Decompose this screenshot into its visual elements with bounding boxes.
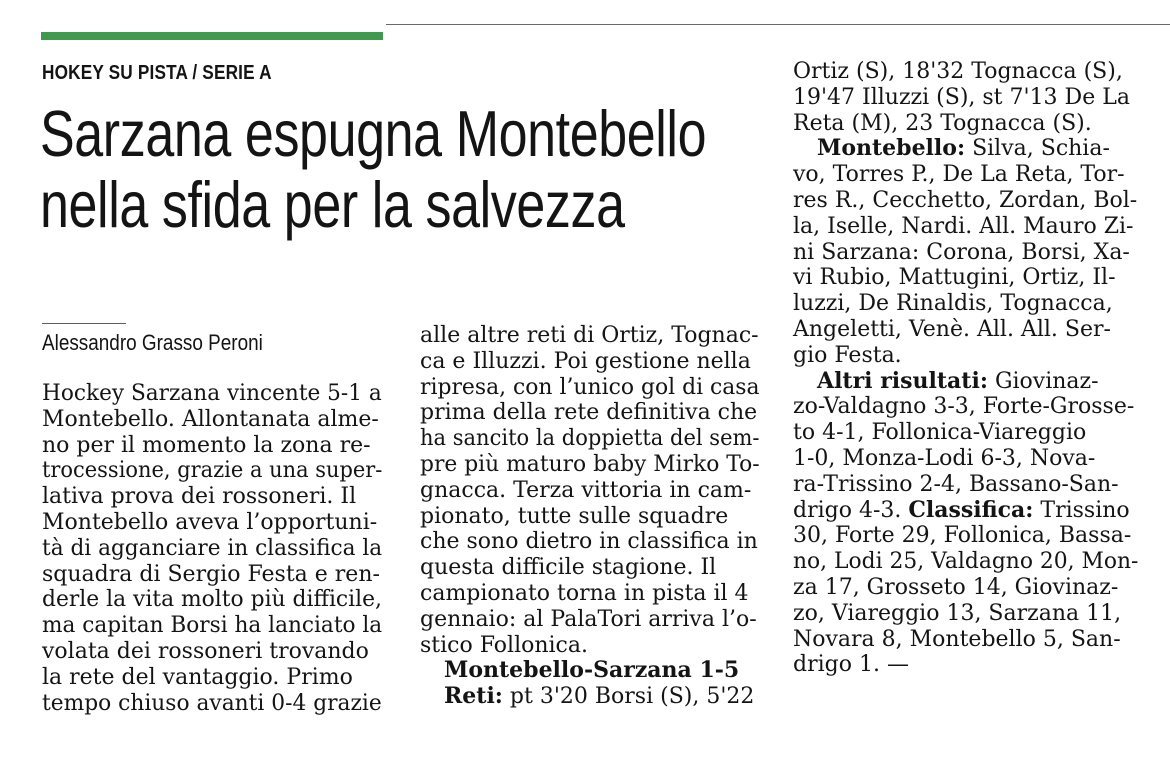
- text-line: stico Follonica.: [420, 632, 588, 658]
- text-line: zo, Viareggio 13, Sarzana 11,: [793, 600, 1122, 626]
- text-line: Montebello aveva l’opportuni-: [42, 509, 378, 535]
- text-line: gnacca. Terza vittoria in cam-: [420, 477, 752, 503]
- text-line: Reta (M), 23 Tognacca (S).: [793, 110, 1092, 136]
- text-line: ra-Trissino 2-4, Bassano-San-: [793, 471, 1119, 497]
- text-line: 19'47 Illuzzi (S), st 7'13 De La: [793, 84, 1130, 110]
- text-line: ripresa, con l’unico gol di casa: [420, 374, 760, 400]
- match-title: Montebello-Sarzana 1-5: [444, 657, 740, 684]
- section-accent-bar: [41, 32, 383, 40]
- text-line: campionato torna in pista il 4: [420, 580, 749, 606]
- text-line: 1-0, Monza-Lodi 6-3, Nova-: [793, 445, 1096, 471]
- text-line: ca e Illuzzi. Poi gestione nella: [420, 348, 751, 374]
- text-line: la, Iselle, Nardi. All. Mauro Zi-: [793, 213, 1134, 239]
- text-line: volata dei rossoneri trovando: [42, 638, 369, 664]
- text-line: luzzi, De Rinaldis, Tognacca,: [793, 291, 1113, 317]
- altri-risultati: [793, 369, 1138, 395]
- text-line: ha sancito la doppietta del sem-: [420, 426, 760, 452]
- text-line: squadra di Sergio Festa e ren-: [42, 561, 380, 587]
- headline-line-2: nella sfida per la salvezza: [40, 168, 625, 241]
- text-line: prima della rete definitiva che: [420, 400, 758, 426]
- article-column-2: [420, 323, 760, 710]
- headline-line-1: Sarzana espugna Montebello: [40, 97, 707, 170]
- text-line: no, Lodi 25, Valdagno 20, Mon-: [793, 549, 1139, 575]
- text-line: Ortiz (S), 18'32 Tognacca (S),: [793, 59, 1123, 84]
- text-line: 30, Forte 29, Follonica, Bassa-: [793, 523, 1132, 549]
- article-column-1: [42, 381, 382, 716]
- text-line: za 17, Grosseto 14, Giovinaz-: [793, 574, 1119, 600]
- text-line: alle altre reti di Ortiz, Tognac-: [420, 323, 759, 348]
- montebello-label: Montebello:: [817, 135, 966, 162]
- top-rule: [386, 24, 1170, 25]
- goals-line: [420, 684, 760, 710]
- text-line: la rete del vantaggio. Primo: [42, 664, 353, 690]
- headline: [40, 98, 706, 240]
- text-line: gennaio: al PalaTori arriva l’o-: [420, 606, 757, 632]
- altri-text: Giovinaz-: [987, 368, 1099, 394]
- text-line: ma capitan Borsi ha lanciato la: [42, 613, 383, 639]
- classifica-label: Classifica:: [908, 496, 1034, 523]
- text-line: Novara 8, Montebello 5, San-: [793, 626, 1121, 652]
- text-line: che sono dietro in classifica in: [420, 529, 758, 555]
- text-line: to 4-1, Follonica-Viareggio: [793, 420, 1087, 446]
- classifica-pre: drigo 4-3.: [793, 497, 909, 523]
- text-line: drigo 1. —: [793, 652, 909, 678]
- classifica-text: Trissino: [1033, 497, 1130, 523]
- text-line: no per il momento la zona re-: [42, 432, 371, 458]
- byline: Alessandro Grasso Peroni: [42, 330, 263, 355]
- goals-label: Reti:: [444, 683, 503, 710]
- text-line: Montebello. Allontanata almе-: [42, 406, 379, 432]
- text-line: trocessione, grazie a una super-: [42, 458, 383, 484]
- kicker: HOKEY SU PISTA / SERIE A: [42, 62, 272, 84]
- text-line: pre più maturo baby Mirko To-: [420, 451, 760, 477]
- text-line: questa difficile stagione. Il: [420, 555, 717, 581]
- text-line: vo, Torres P., De La Reta, Tor-: [793, 162, 1125, 188]
- text-line: tempo chiuso avanti 0-4 grazie: [42, 690, 382, 716]
- text-line: zo-Valdagno 3-3, Forte-Grosse-: [793, 394, 1135, 420]
- classifica-line: [793, 498, 1138, 524]
- altri-label: Altri risultati:: [817, 367, 988, 394]
- article-column-3: [793, 59, 1138, 678]
- text-line: Angeletti, Venè. All. All. Ser-: [793, 316, 1111, 342]
- text-line: Hockey Sarzana vincente 5-1 a: [42, 381, 382, 406]
- montebello-text: Silva, Schia-: [965, 136, 1110, 162]
- text-line: vi Rubio, Mattugini, Ortiz, Il-: [793, 265, 1116, 291]
- text-line: pionato, tutte sulle squadre: [420, 503, 729, 529]
- text-line: tà di agganciare in classifica la: [42, 535, 383, 561]
- text-line: ni Sarzana: Corona, Borsi, Xa-: [793, 239, 1130, 265]
- goals-text: pt 3'20 Borsi (S), 5'22: [502, 684, 755, 710]
- montebello-lineup: [793, 136, 1138, 162]
- text-line: derle la vita molto più difficile,: [42, 587, 382, 613]
- text-line: gio Festa.: [793, 342, 902, 368]
- text-line: res R., Cecchetto, Zordan, Bol-: [793, 187, 1138, 213]
- text-line: lativa prova dei rossoneri. Il: [42, 484, 357, 510]
- byline-rule: [42, 323, 126, 324]
